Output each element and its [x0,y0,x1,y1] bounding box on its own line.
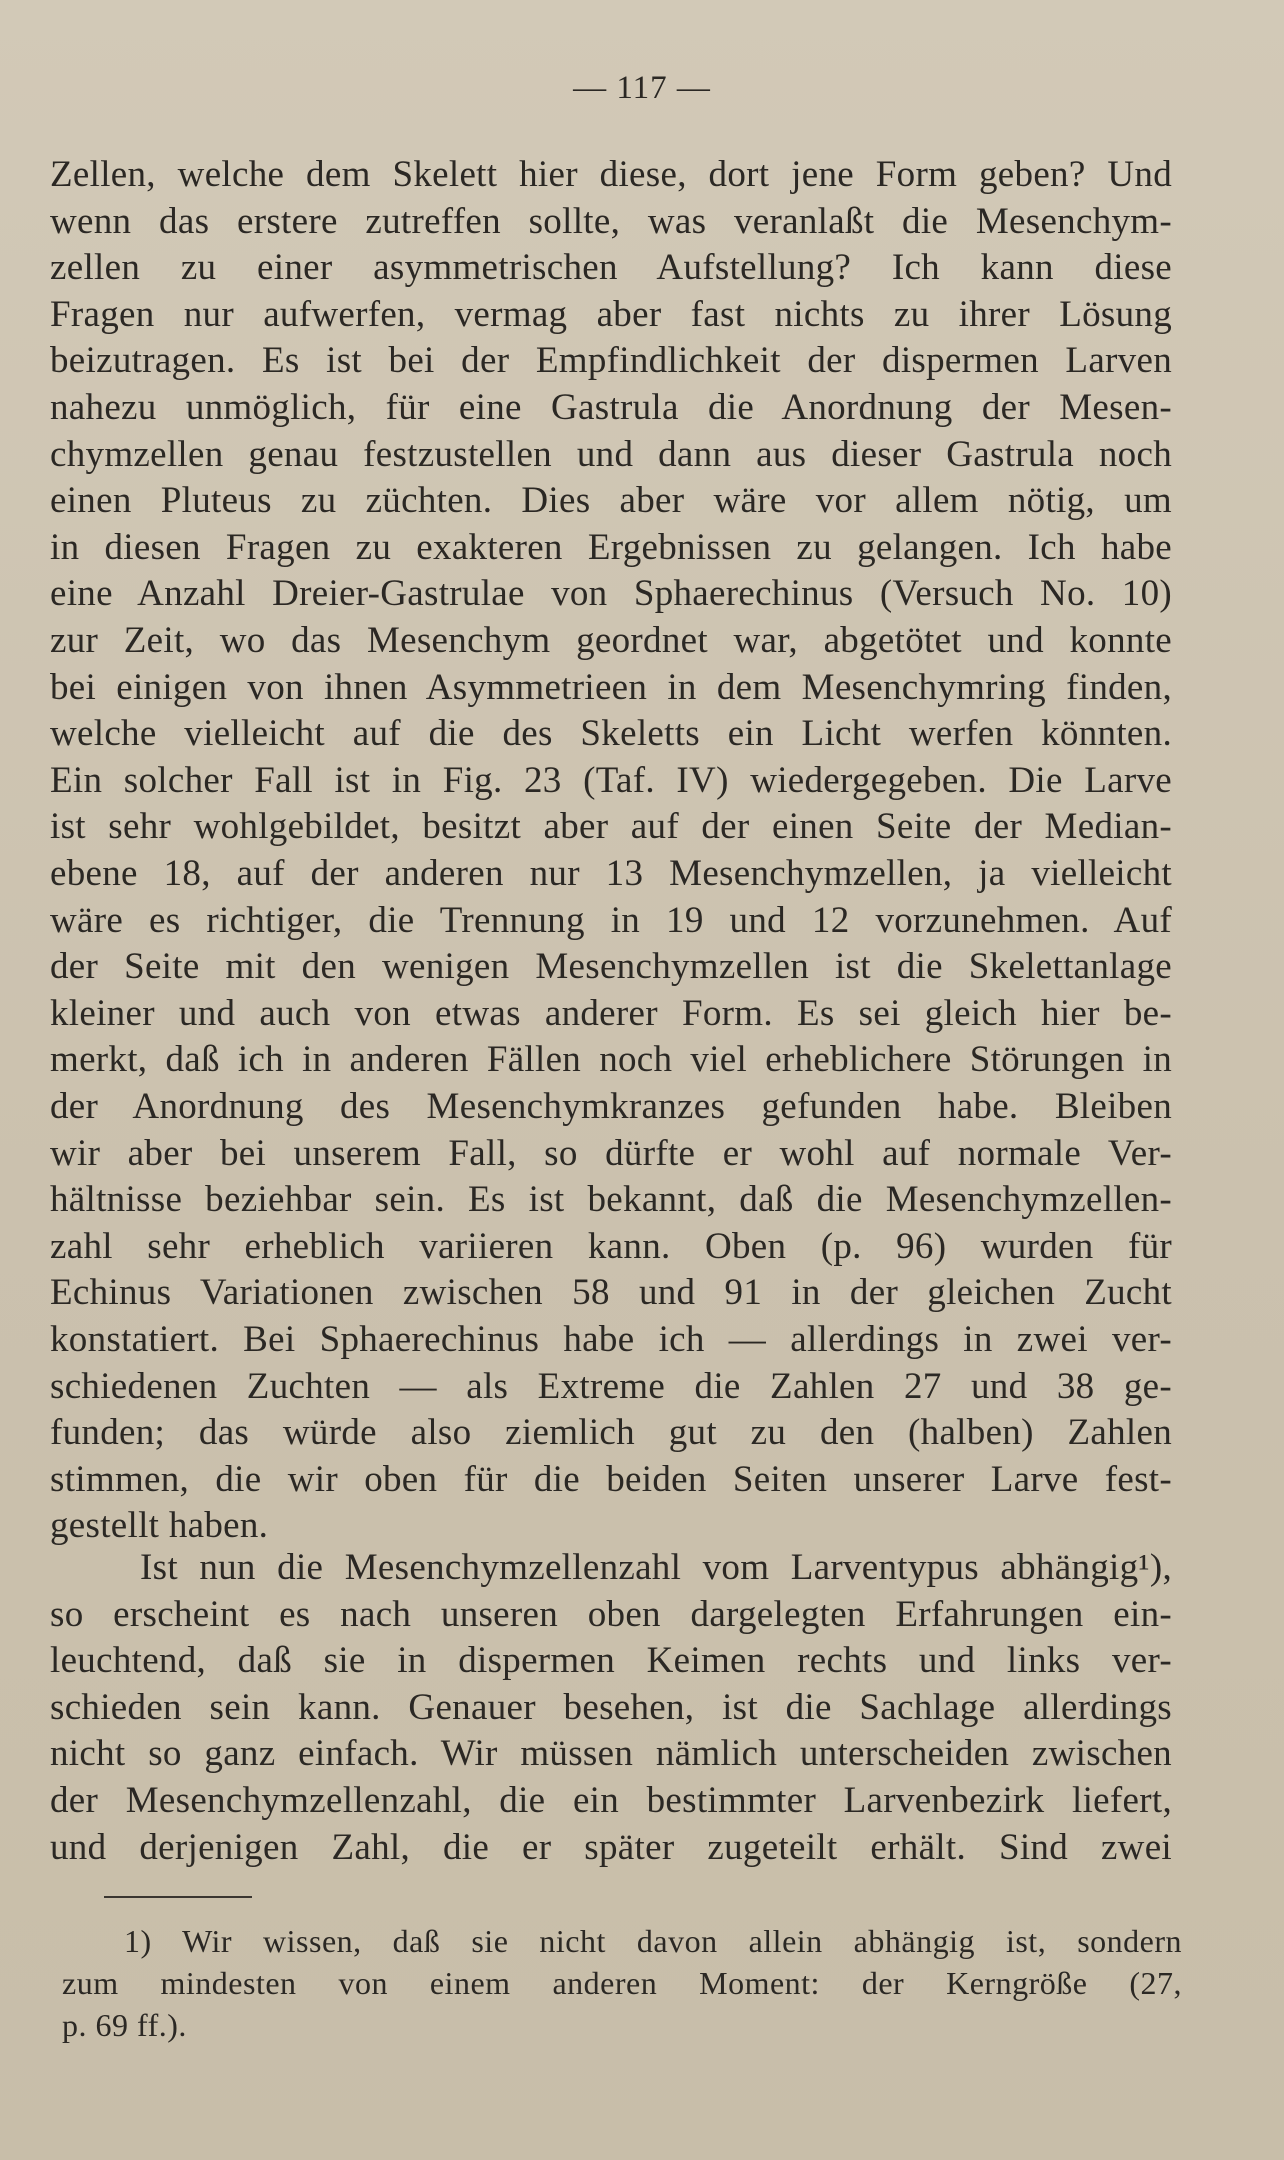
text-line: wir aber bei unserem Fall, so dürfte er wohl auf normale Ver- [50,1132,1172,1174]
text-line: Fragen nur aufwerfen, vermag aber fast nichts zu ihrer Lösung [50,293,1172,335]
text-line: ist sehr wohlgebildet, besitzt aber auf der einen Seite der Median- [50,806,1172,848]
text-line: zahl sehr erheblich variieren kann. Oben (p. 96) wurden für [50,1225,1172,1267]
text-line: Echinus Variationen zwischen 58 und 91 in der gleichen Zucht [50,1272,1172,1314]
text-line: schieden sein kann. Genauer besehen, ist die Sachlage allerdings [50,1686,1172,1728]
text-line: funden; das würde also ziemlich gut zu den (halben) Zahlen [50,1412,1172,1454]
footnote-line: zum mindesten von einem anderen Moment: der Kerngröße (27, [62,1965,1182,2001]
text-line: ebene 18, auf der anderen nur 13 Mesenchymzellen, ja vielleicht [50,853,1172,894]
text-line: stimmen, die wir oben für die beiden Seiten unserer Larve fest- [50,1458,1172,1500]
page-number: — 117 — [573,70,711,106]
text-line: Ist nun die Mesenchymzellenzahl vom Larventypus abhängig¹), [140,1547,1172,1588]
text-line: wenn das erstere zutreffen sollte, was veranlaßt die Mesenchym- [50,200,1172,242]
text-line: so erscheint es nach unseren oben dargelegten Erfahrungen ein- [50,1593,1172,1635]
text-line: schiedenen Zuchten — als Extreme die Zahlen 27 und 38 ge- [50,1365,1172,1407]
text-line: konstatiert. Bei Sphaerechinus habe ich — allerdings in zwei ver- [50,1319,1172,1360]
text-line: eine Anzahl Dreier-Gastrulae von Sphaerechinus (Versuch No. 10) [50,573,1172,615]
text-line: nicht so ganz einfach. Wir müssen nämlich unterscheiden zwischen [50,1733,1172,1775]
text-line: der Mesenchymzellenzahl, die ein bestimmter Larvenbezirk liefert, [50,1780,1172,1821]
text-line: gestellt haben. [50,1505,269,1547]
footnote-line: 1) Wir wissen, daß sie nicht davon allein abhängig ist, sondern [124,1923,1182,1959]
text-line: zellen zu einer asymmetrischen Aufstellung? Ich kann diese [50,247,1172,289]
text-line: nahezu unmöglich, für eine Gastrula die Anordnung der Mesen- [50,387,1172,428]
footnote-line: p. 69 ff.). [62,2007,187,2043]
text-line: zur Zeit, wo das Mesenchym geordnet war, abgetötet und konnte [50,620,1172,661]
paragraph-1 [50,152,1172,1552]
text-line: hältnisse beziehbar sein. Es ist bekannt, daß die Mesenchymzellen- [50,1179,1172,1221]
paragraph-2 [50,1545,1172,1875]
text-line: chymzellen genau festzustellen und dann aus dieser Gastrula noch [50,433,1172,475]
text-line: leuchtend, daß sie in dispermen Keimen rechts und links ver- [50,1640,1172,1682]
text-line: einen Pluteus zu züchten. Dies aber wäre vor allem nötig, um [50,480,1172,522]
footnote-divider [104,1896,252,1898]
text-line: der Anordnung des Mesenchymkranzes gefunden habe. Bleiben [50,1086,1172,1127]
text-line: kleiner und auch von etwas anderer Form. Es sei gleich hier be- [50,992,1172,1034]
text-line: in diesen Fragen zu exakteren Ergebnissen zu gelangen. Ich habe [50,526,1172,568]
text-line: merkt, daß ich in anderen Fällen noch viel erheblichere Störungen in [50,1039,1172,1081]
text-line: wäre es richtiger, die Trennung in 19 und 12 vorzunehmen. Auf [50,899,1172,941]
text-line: der Seite mit den wenigen Mesenchymzellen ist die Skelettanlage [50,946,1172,988]
text-line: Zellen, welche dem Skelett hier diese, dort jene Form geben? Und [50,154,1172,195]
text-line: Ein solcher Fall ist in Fig. 23 (Taf. IV) wiedergegeben. Die Larve [50,759,1172,801]
text-line: bei einigen von ihnen Asymmetrieen in dem Mesenchymring finden, [50,666,1172,708]
text-line: beizutragen. Es ist bei der Empfindlichkeit der dispermen Larven [50,340,1172,382]
text-line: welche vielleicht auf die des Skeletts ein Licht werfen könnten. [50,713,1172,755]
text-line: und derjenigen Zahl, die er später zugeteilt erhält. Sind zwei [50,1826,1172,1868]
